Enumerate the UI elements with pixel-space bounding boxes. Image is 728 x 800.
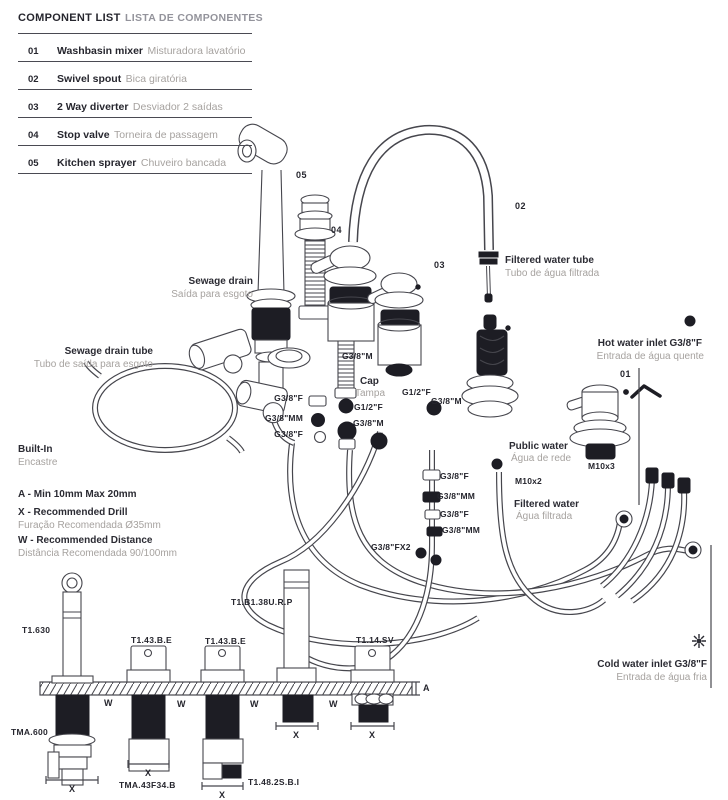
- callout-filtered-water-tube-pt: Tubo de água filtrada: [505, 268, 600, 279]
- part-tag-04: 04: [331, 225, 343, 235]
- dim-a: A: [423, 683, 430, 693]
- allen-key-icon: [632, 386, 660, 397]
- flexible-hoses: [244, 432, 701, 668]
- dim-w: W: [104, 698, 113, 708]
- component-list-subtitle: LISTA DE COMPONENTES: [125, 12, 263, 24]
- product-code: TMA.600: [11, 727, 49, 737]
- table-rule: [18, 33, 252, 34]
- part-tag-03: 03: [434, 260, 446, 270]
- product-code: T1.43.B.E: [205, 636, 246, 646]
- product-code: T1.B1.38U.R.P: [231, 597, 293, 607]
- dim-w: W: [329, 699, 338, 709]
- part-tag-02: 02: [515, 201, 527, 211]
- dim-x: X: [69, 784, 76, 794]
- fixture-t143be-2: [201, 646, 244, 790]
- table-row: [28, 41, 246, 59]
- hot-water-dot-icon: [685, 316, 696, 327]
- sewage-drain-tube-coil: [86, 362, 242, 452]
- dim-x: X: [369, 730, 376, 740]
- table-row: [28, 69, 187, 87]
- callout-filtered-water-tube-en: Filtered water tube: [505, 255, 594, 266]
- part-tag-01: 01: [620, 369, 632, 379]
- callout-sewage-drain-tube-en: Sewage drain tube: [64, 346, 153, 357]
- mixer-inlet-part: [566, 385, 660, 459]
- table-rule: [18, 89, 252, 90]
- row-name-pt: Misturadora lavatório: [147, 45, 246, 57]
- callout-public-water-en: Public water: [509, 441, 568, 452]
- thread-label: G3/8"M: [431, 396, 462, 406]
- thread-label: G3/8"FX2: [371, 542, 411, 552]
- fixture-t1630: [46, 573, 98, 785]
- dim-w: W: [177, 699, 186, 709]
- callout-filtered-water-en: Filtered water: [514, 499, 580, 510]
- snowflake-icon: [692, 634, 706, 648]
- row-number: 03: [28, 102, 39, 113]
- row-name-pt: Desviador 2 saídas: [132, 101, 223, 113]
- callout-cold-water-inlet-pt: Entrada de água fria: [616, 672, 707, 683]
- note-x-pt: Furação Recomendada Ø35mm: [18, 520, 161, 531]
- row-number: 02: [28, 74, 39, 85]
- row-number: 05: [28, 158, 39, 169]
- note-w-en: W - Recommended Distance: [18, 535, 153, 546]
- callout-sewage-drain-tube-pt: Tubo de saída para esgoto: [33, 359, 153, 370]
- product-code: T1.630: [22, 625, 51, 635]
- product-code: T1.43.B.E: [131, 635, 172, 645]
- callout-cap-pt: Tampa: [355, 388, 386, 399]
- dim-x: X: [219, 790, 226, 800]
- component-list-title: COMPONENT LIST: [18, 12, 121, 24]
- table-rule: [18, 145, 252, 146]
- table-rule: [18, 117, 252, 118]
- countertop-section: [40, 570, 420, 790]
- fixture-t143be-1: [127, 646, 170, 771]
- callout-filtered-water-pt: Água filtrada: [516, 511, 573, 522]
- fixture-t1b138urp: [276, 570, 318, 730]
- thread-label: G3/8"MM: [264, 413, 303, 423]
- callout-built-in-en: Built-In: [18, 444, 53, 455]
- callout-cap-en: Cap: [360, 376, 379, 387]
- callout-cold-water-inlet-en: Cold water inlet G3/8"F: [597, 659, 707, 670]
- product-code: TMA.43F34.B: [119, 780, 176, 790]
- row-name-en: Kitchen sprayer: [57, 157, 137, 169]
- thread-label: G3/8"MM: [442, 525, 481, 535]
- dim-x: X: [145, 768, 152, 778]
- note-x-en: X - Recommended Drill: [18, 507, 128, 518]
- part-tag-05: 05: [296, 170, 308, 180]
- row-name-en: Stop valve: [57, 129, 110, 141]
- thread-label: G1/2"F: [402, 387, 431, 397]
- note-w-pt: Distância Recomendada 90/100mm: [18, 548, 177, 559]
- row-number: 01: [28, 46, 39, 57]
- row-name-pt: Torneira de passagem: [114, 129, 218, 141]
- thread-label: G3/8"F: [440, 471, 469, 481]
- callout-public-water-pt: Água de rede: [511, 453, 572, 464]
- row-name-en: Washbasin mixer: [57, 45, 144, 57]
- thread-label: G3/8"F: [274, 429, 303, 439]
- dim-x: X: [293, 730, 300, 740]
- thread-label: G3/8"M: [342, 351, 373, 361]
- thread-label: G3/8"F: [274, 393, 303, 403]
- callout-hot-water-inlet-en: Hot water inlet G3/8"F: [597, 338, 702, 349]
- thread-label: G3/8"M: [353, 418, 384, 428]
- table-rule: [18, 173, 252, 174]
- row-name-en: 2 Way diverter: [57, 101, 129, 113]
- thread-label: M10x3: [588, 461, 615, 471]
- thread-label: G3/8"F: [440, 509, 469, 519]
- callout-hot-water-inlet-pt: Entrada de água quente: [596, 351, 704, 362]
- public-water-part: [462, 315, 518, 417]
- product-code: T1.14.SV: [356, 635, 394, 645]
- callout-built-in-pt: Encastre: [18, 457, 58, 468]
- thread-label: G3/8"MM: [437, 491, 476, 501]
- callout-sewage-drain-pt: Saída para esgoto: [171, 289, 253, 300]
- table-row: [28, 153, 226, 171]
- row-name-pt: Chuveiro bancada: [140, 157, 227, 169]
- thread-label: M10x2: [515, 476, 542, 486]
- row-name-en: Swivel spout: [57, 73, 122, 85]
- dim-w: W: [250, 699, 259, 709]
- table-row: [28, 97, 223, 115]
- row-number: 04: [28, 130, 39, 141]
- table-rule: [18, 61, 252, 62]
- product-code: T1.48.2S.B.I: [248, 777, 300, 787]
- note-a: A - Min 10mm Max 20mm: [18, 489, 137, 500]
- callout-sewage-drain-en: Sewage drain: [188, 276, 253, 287]
- thread-label: G1/2"F: [354, 402, 383, 412]
- row-name-pt: Bica giratória: [125, 73, 187, 85]
- table-row: [28, 125, 218, 143]
